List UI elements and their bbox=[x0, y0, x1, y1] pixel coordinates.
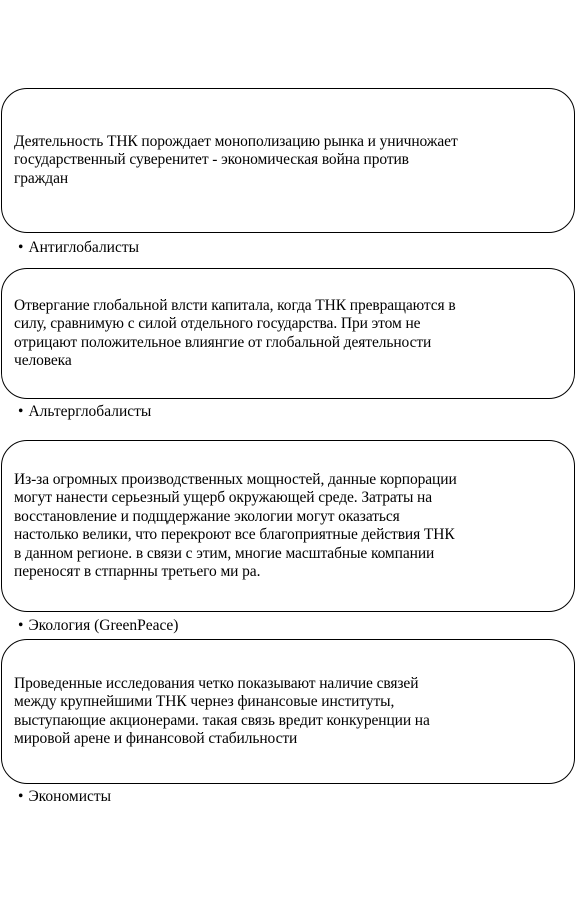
category-label-antiglobalists bbox=[18, 239, 139, 257]
box-text: Деятельность ТНК порождает монополизацию рынка и уничножает государственный суверенитет - экономическая война против граждан bbox=[14, 132, 458, 187]
category-label-text: Экономисты bbox=[28, 788, 112, 805]
bullet-icon: • bbox=[18, 788, 24, 805]
content-box-ecology bbox=[1, 440, 575, 612]
category-label-text: Альтерглобалисты bbox=[28, 403, 152, 420]
bullet-icon: • bbox=[18, 239, 24, 256]
category-label-economists bbox=[18, 788, 111, 806]
box-text: Проведенные исследования четко показывают наличие связей между крупнейшими ТНК чернез финансовые институты, выступающие акционерами. такая связь вредит конкуренции на мировой арене и финансовой стабильности bbox=[14, 674, 430, 747]
bullet-icon: • bbox=[18, 403, 24, 420]
content-box-economists bbox=[1, 639, 575, 784]
category-label-text: Антиглобалисты bbox=[28, 239, 140, 256]
content-box-alterglobalists bbox=[1, 268, 575, 399]
content-box-antiglobalists bbox=[1, 88, 575, 233]
category-label-alterglobalists bbox=[18, 403, 151, 421]
category-label-text: Экология (GreenPeace) bbox=[28, 617, 179, 634]
bullet-icon: • bbox=[18, 617, 24, 634]
box-text: Из-за огромных производственных мощностей, данные корпорации могут нанести серьезный ущерб окружающей среде. Затраты на восстановление и подщдержание экологии могут оказаться настолько велики, что перекроют все благоприятные действия ТНК в данном регионе. в связи с этим, многие масштабные компании переносят в стпарнны третьего ми ра. bbox=[14, 470, 457, 580]
category-label-ecology bbox=[18, 617, 178, 635]
box-text: Отвергание глобальной влсти капитала, когда ТНК превращаются в силу, сравнимую с силой отдельного государства. При этом не отрицают положительное влиянгие от глобальной деятельности человека bbox=[14, 296, 456, 369]
